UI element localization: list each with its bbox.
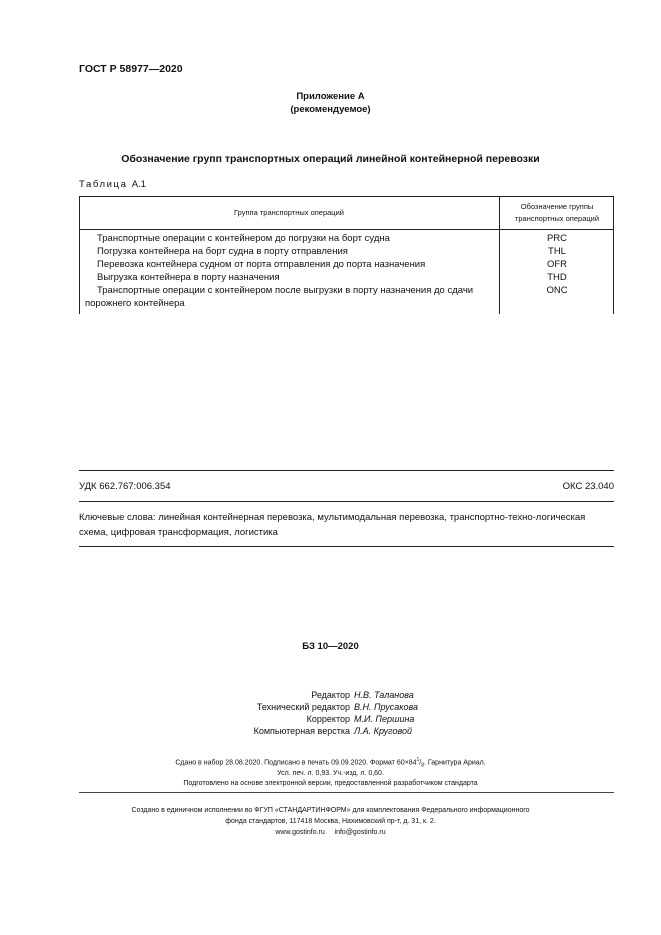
table-cell-group: Погрузка контейнера на борт судна в порту отправления <box>97 246 348 257</box>
staff-row <box>0 701 661 713</box>
table-row <box>79 245 614 258</box>
staff-role: Технический редактор <box>256 702 350 712</box>
oks-code: ОКС 23.040 <box>562 481 614 492</box>
table-cell-code: THL <box>548 246 566 257</box>
print-info-line3: Подготовлено на основе электронной версии, предоставленной разработчиком стандарта <box>183 780 478 787</box>
table-label-word: Таблица <box>79 179 128 190</box>
footer-divider <box>79 792 614 793</box>
table-cell-code: OFR <box>546 259 568 270</box>
table-row <box>79 258 614 271</box>
staff-role: Редактор <box>311 690 350 700</box>
divider-middle <box>79 501 614 502</box>
email-link[interactable]: info@gostinfo.ru <box>334 829 386 836</box>
table-row <box>79 271 614 284</box>
document-code: ГОСТ Р 58977—2020 <box>79 63 183 75</box>
section-title: Обозначение групп транспортных операций линейной контейнерной перевозки <box>121 153 540 165</box>
format-superscript: 1 <box>416 757 420 763</box>
table-cell-group: Транспортные операции с контейнером после выгрузки в порту назначения до сдачи порожнего контейнера <box>85 285 474 309</box>
table-cell-code: THD <box>547 272 567 283</box>
staff-name: М.И. Першина <box>354 714 415 724</box>
divider-bottom <box>79 546 614 547</box>
annex-status: (рекомендуемое) <box>290 104 371 115</box>
udc-code: УДК 662.767:006.354 <box>79 481 171 492</box>
keywords: Ключевые слова: линейная контейнерная перевозка, мультимодальная перевозка, транспортно-техно-логическая схема, цифровая трансформация, логистика <box>79 512 586 538</box>
bz-number: БЗ 10—2020 <box>302 641 359 652</box>
table-body <box>79 232 614 310</box>
table-header-divider <box>79 229 614 230</box>
table-row <box>79 232 614 245</box>
staff-role: Компьютерная верстка <box>253 726 350 736</box>
annex-title: Приложение А <box>296 91 365 102</box>
table-label <box>79 179 146 190</box>
publisher-line2: фонда стандартов, 117418 Москва, Нахимовский пр-т, д. 31, к. 2. <box>225 818 436 825</box>
staff-role: Корректор <box>306 714 350 724</box>
website-link[interactable]: www.gostinfo.ru <box>275 829 325 836</box>
table-cell-group: Выгрузка контейнера в порту назначения <box>97 272 280 283</box>
table-border-top <box>79 196 614 197</box>
table-cell-group: Перевозка контейнера судном от порта отправления до порта назначения <box>97 259 426 270</box>
operations-table <box>79 196 614 314</box>
table-label-number: А.1 <box>131 179 146 190</box>
format-slash: / <box>419 759 422 767</box>
table-header-code-line1: Обозначение группы <box>520 202 594 211</box>
print-typeface: . Гарнитура Ариал. <box>424 759 486 767</box>
table-header-code-line2: транспортных операций <box>514 214 600 223</box>
table-cell-code: PRC <box>546 233 568 244</box>
table-row <box>79 284 614 310</box>
table-header-group: Группа транспортных операций <box>234 208 344 217</box>
publisher-line1: Создано в единичном исполнении во ФГУП «СТАНДАРТИНФОРМ» для комплектования Федерального информационного <box>131 807 530 814</box>
table-cell-code: ONC <box>546 285 568 296</box>
divider-top <box>79 470 614 471</box>
staff-row <box>0 713 661 725</box>
staff-row <box>0 725 661 737</box>
staff-row <box>0 689 661 701</box>
table-cell-group: Транспортные операции с контейнером до погрузки на борт судна <box>97 233 390 244</box>
table-header-code <box>500 201 614 225</box>
staff-name: В.Н. Прусакова <box>354 702 418 712</box>
print-dates: Сдано в набор 28.08.2020. Подписано в печать 09.09.2020. Формат 60×84 <box>175 759 417 767</box>
print-info-line2: Усл. печ. л. 0,93. Уч.-изд. л. 0,60. <box>277 770 384 777</box>
publisher-contacts <box>0 827 661 839</box>
format-subscript: 8 <box>421 762 424 769</box>
staff-name: Н.В. Таланова <box>354 690 414 700</box>
staff-name: Л.А. Круговой <box>354 726 413 736</box>
